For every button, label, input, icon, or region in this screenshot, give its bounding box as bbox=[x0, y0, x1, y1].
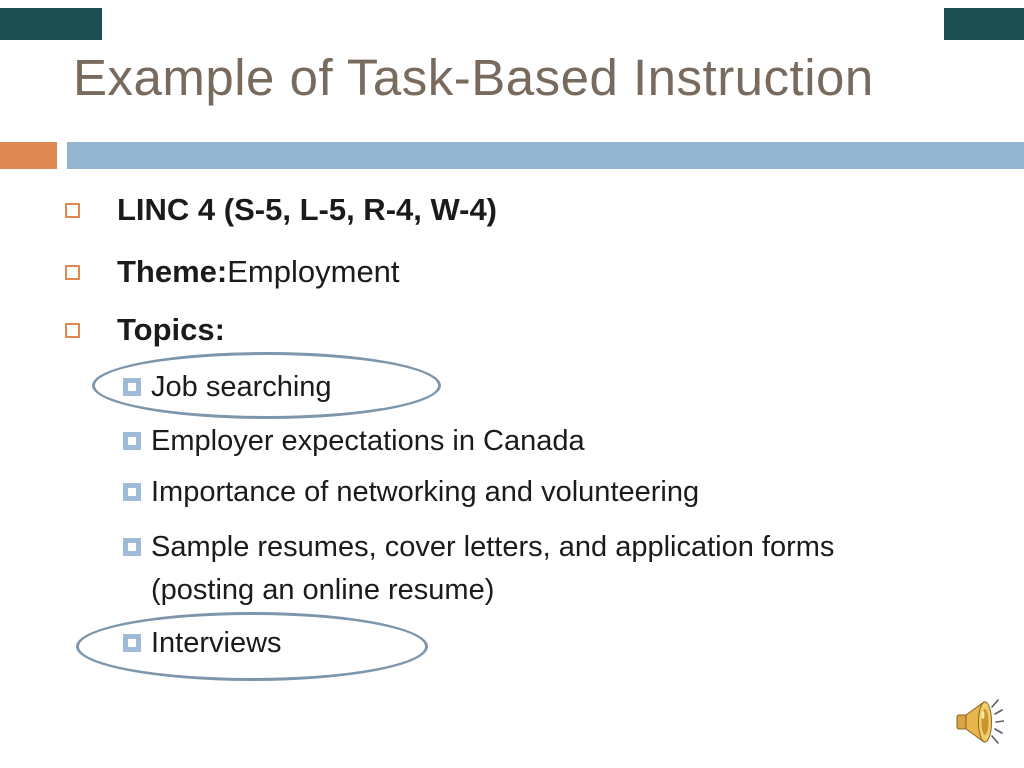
sub-bullet-label: Sample resumes, cover letters, and application forms bbox=[151, 530, 835, 563]
corner-accent-bar-right bbox=[944, 8, 1024, 40]
filled-square-bullet-icon bbox=[123, 483, 141, 501]
theme-value: Employment bbox=[227, 254, 400, 289]
sub-bullet-continuation-line bbox=[151, 574, 494, 606]
sub-bullet-label: Interviews bbox=[151, 626, 282, 659]
theme-label-bold: Theme: bbox=[117, 254, 228, 289]
sub-bullet-label: (posting an online resume) bbox=[151, 573, 495, 606]
bullet-item-theme bbox=[65, 255, 400, 289]
filled-square-bullet-icon bbox=[123, 378, 141, 396]
sub-bullet-item-employer-expectations bbox=[123, 425, 585, 457]
sub-bullet-label: Job searching bbox=[151, 370, 332, 403]
sound-rays bbox=[992, 700, 1004, 743]
bullet-item-topics bbox=[65, 313, 225, 347]
filled-square-bullet-icon bbox=[123, 634, 141, 652]
sub-bullet-item-sample-resumes bbox=[123, 531, 834, 563]
filled-square-bullet-icon bbox=[123, 538, 141, 556]
sub-bullet-item-interviews bbox=[123, 627, 282, 659]
bullet-item-linc bbox=[65, 193, 497, 227]
sub-bullet-label: Importance of networking and volunteering bbox=[151, 475, 700, 508]
hollow-square-bullet-icon bbox=[65, 265, 80, 280]
accent-band-orange-square bbox=[0, 142, 57, 169]
bullet-item-label: LINC 4 (S-5, L-5, R-4, W-4) bbox=[117, 192, 498, 227]
bullet-item-label: Topics: bbox=[117, 312, 225, 347]
corner-accent-bar-left bbox=[0, 8, 102, 40]
hollow-square-bullet-icon bbox=[65, 323, 80, 338]
accent-band-blue bbox=[67, 142, 1024, 169]
audio-speaker-icon[interactable] bbox=[954, 694, 1004, 750]
sub-bullet-item-networking bbox=[123, 476, 699, 508]
sub-bullet-label: Employer expectations in Canada bbox=[151, 424, 585, 457]
filled-square-bullet-icon bbox=[123, 432, 141, 450]
hollow-square-bullet-icon bbox=[65, 203, 80, 218]
slide-title: Example of Task-Based Instruction bbox=[73, 49, 874, 106]
sub-bullet-item-job-searching bbox=[123, 371, 332, 403]
